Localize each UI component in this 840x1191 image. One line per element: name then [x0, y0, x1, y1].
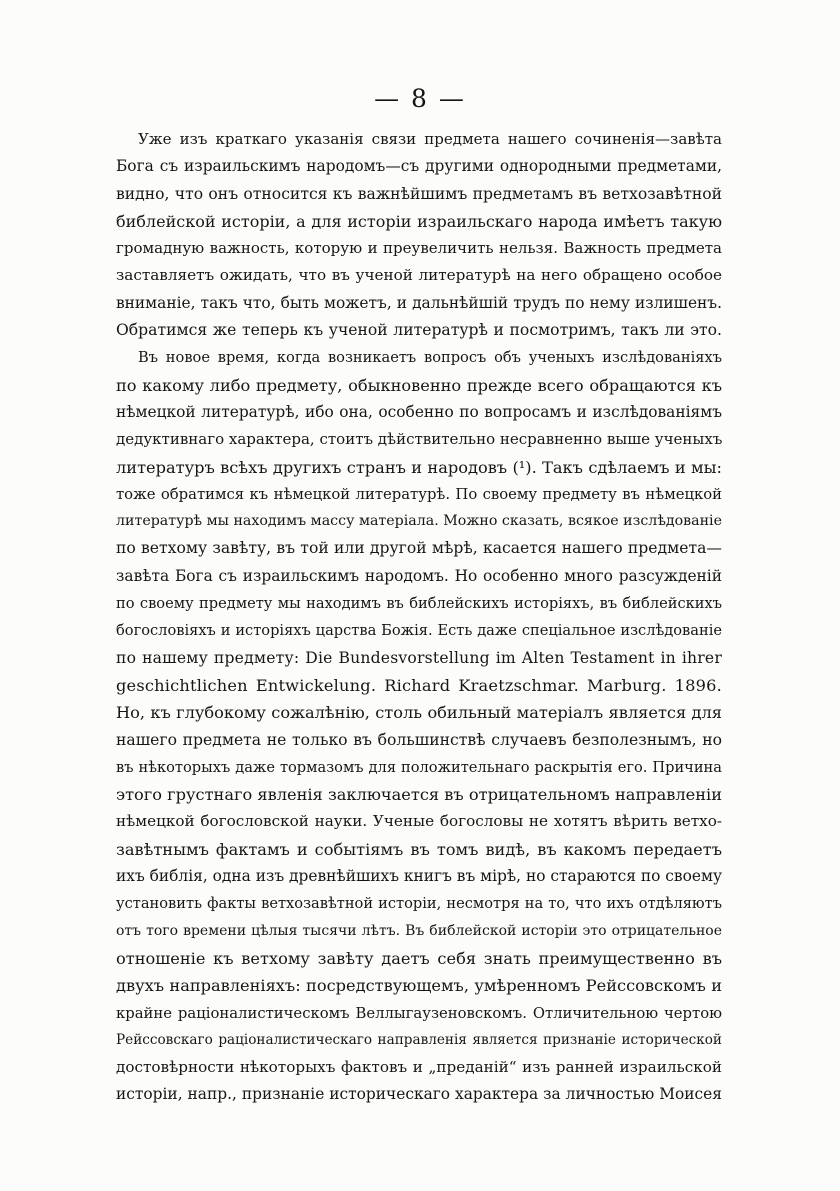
- text-line: завѣта Бога съ израильскимъ народомъ. Но особенно много разсужденій: [116, 566, 722, 585]
- text-line: заставляетъ ожидать, что въ ученой литературѣ на него обращено особое: [116, 266, 722, 285]
- text-line: литературѣ мы находимъ массу матеріала. Можно сказать, всякое изслѣдованіе: [116, 513, 722, 530]
- text-line: Но, къ глубокому сожалѣнію, столь обильный матеріалъ является для: [116, 703, 722, 723]
- text-line: видно, что онъ относится къ важнѣйшимъ предметамъ въ ветхозавѣтной: [116, 184, 722, 203]
- text-line: богословіяхъ и исторіяхъ царства Божія. Есть даже спеціальное изслѣдованіе: [116, 622, 722, 640]
- text-line: двухъ направленіяхъ: посредствующемъ, умѣренномъ Рейссовскомъ и: [116, 976, 722, 996]
- text-line: Уже изъ краткаго указанія связи предмета нашего сочиненія—завѣта: [138, 130, 722, 148]
- text-line: Бога съ израильскимъ народомъ—съ другими однородными предметами,: [116, 157, 722, 176]
- text-line: Въ новое время, когда возникаетъ вопросъ объ ученыхъ изслѣдованіяхъ: [138, 349, 722, 367]
- text-line: литературъ всѣхъ другихъ странъ и народовъ (¹). Такъ сдѣлаемъ и мы:: [116, 457, 722, 477]
- text-line: громадную важность, которую и преувеличить нельзя. Важность предмета: [116, 239, 722, 258]
- page-number: — 8 —: [374, 84, 466, 113]
- text-line: установить факты ветхозавѣтной исторіи, несмотря на то, что ихъ отдѣляютъ: [116, 895, 722, 913]
- text-line: нѣмецкой литературѣ, ибо она, особенно по вопросамъ и изслѣдованіямъ: [116, 402, 722, 421]
- text-line: нѣмецкой богословской науки. Ученые богословы не хотятъ вѣрить ветхо-: [116, 812, 722, 831]
- paragraph-2: [116, 344, 722, 1108]
- text-line: по своему предмету мы находимъ въ библейскихъ исторіяхъ, въ библейскихъ: [116, 595, 722, 613]
- text-line: по ветхому завѣту, въ той или другой мѣрѣ, касается нашего предмета—: [116, 539, 722, 558]
- text-line: по нашему предмету: Die Bundesvorstellung im Alten Testament in ihrer: [116, 648, 722, 667]
- text-line: въ нѣкоторыхъ даже тормазомъ для положительнаго раскрытія его. Причина: [116, 758, 722, 776]
- text-line: Рейссовскаго раціоналистическаго направленія является признаніе исторической: [116, 1031, 722, 1048]
- text-line: тоже обратимся къ нѣмецкой литературѣ. По своему предмету въ нѣмецкой: [116, 485, 722, 503]
- text-line: этого грустнаго явленія заключается въ отрицательномъ направленіи: [116, 785, 722, 805]
- body-text: [116, 126, 722, 1109]
- text-line: достовѣрности нѣкоторыхъ фактовъ и „преданій“ изъ ранней израильской: [116, 1058, 722, 1077]
- text-line: по какому либо предмету, обыкновенно прежде всего обращаются къ: [116, 375, 722, 395]
- text-line: дедуктивнаго характера, стоитъ дѣйствительно несравненно выше ученыхъ: [116, 430, 723, 449]
- text-line: крайне раціоналистическомъ Веллыгаузеновскомъ. Отличительною чертою: [116, 1004, 722, 1022]
- text-line: отъ того времени цѣлыя тысячи лѣтъ. Въ библейской исторіи это отрицательное: [116, 922, 722, 939]
- text-line: вниманіе, такъ что, быть можетъ, и дальнѣйшій трудъ по нему излишенъ.: [116, 293, 722, 312]
- text-line: ихъ библія, одна изъ древнѣйшихъ книгъ въ мірѣ, но стараются по своему: [116, 867, 722, 886]
- text-line: завѣтнымъ фактамъ и событіямъ въ томъ видѣ, въ какомъ передаетъ: [116, 839, 722, 859]
- paragraph-1: [116, 126, 722, 344]
- text-line: Обратимся же теперь къ ученой литературѣ и посмотримъ, такъ ли это.: [116, 321, 722, 340]
- text-line: отношеніе къ ветхому завѣту даетъ себя знать преимущественно въ: [116, 948, 722, 968]
- text-line: исторіи, напр., признаніе историческаго характера за личностью Моисея: [116, 1085, 722, 1104]
- text-line: geschichtlichen Entwickelung. Richard Kraetzschmar. Marburg. 1896.: [116, 675, 722, 695]
- text-line: нашего предмета не только въ большинствѣ случаевъ безполезнымъ, но: [116, 730, 722, 749]
- text-line: библейской исторіи, а для исторіи израильскаго народа имѣетъ такую: [116, 211, 722, 231]
